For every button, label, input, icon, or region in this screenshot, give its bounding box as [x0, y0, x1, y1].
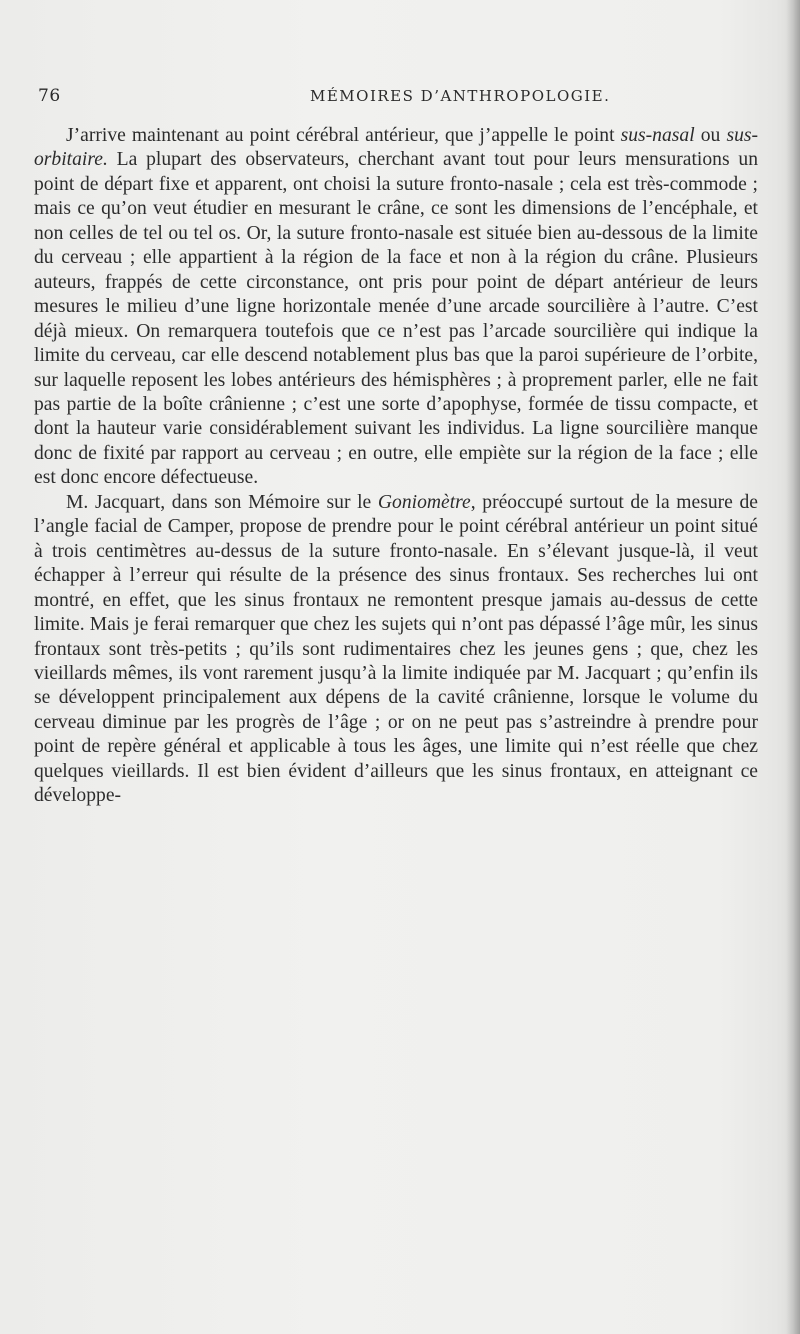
paragraph-1: [34, 124, 758, 491]
paragraph-1-text-1: J’arrive maintenant au point cérébral antérieur, que j’appelle le point: [66, 125, 621, 146]
paragraph-1-italic-sus-orbitaire: sus-orbitaire.: [34, 125, 759, 171]
body-text: [34, 124, 758, 809]
paragraph-1-text-3: La plupart des observateurs, cherchant avant tout pour leurs mensurations un point de départ fixe et apparent, ont choisi la suture fronto-nasale ; cela est très-commode ; mais ce qu’on veut étudier en mesurant le crâne, ce sont les dimensions de l’encéphale, et non celles de tel ou tel os. Or, la suture fronto-nasale est située bien au-dessous de la limite du cerveau ; elle appartient à la région de la face et non à la région du crâne. Plusieurs auteurs, frappés de cette circonstance, ont pris pour point de départ antérieur de leurs mesures le milieu d’une ligne horizontale menée d’une arcade sourcilière à l’autre. C’est déjà mieux. On remarquera toutefois que ce n’est pas l’arcade sourcilière qui indique la limite du cerveau, car elle descend notablement plus bas que la paroi supérieure de l’orbite, sur laquelle reposent les lobes antérieurs des hémisphères ; à proprement parler, elle ne fait pas partie de la boîte crânienne ; c’est une sorte d’apophyse, formée de tissu compacte, et dont la hauteur varie considérablement suivant les individus. La ligne sourcilière manque donc de fixité par rapport au cerveau ; en outre, elle empiète sur la région de la face ; elle est donc encore défectueuse.: [34, 149, 758, 489]
page-number: 76: [38, 86, 61, 106]
page-edge-shadow: [786, 0, 800, 1334]
paragraph-2-italic-goniometre: Goniomètre: [377, 491, 471, 513]
running-head: MÉMOIRES D’ANTHROPOLOGIE.: [310, 87, 611, 105]
paragraph-1-text-2: ou: [694, 125, 727, 146]
paragraph-1-italic-sus-nasal: sus-nasal: [620, 125, 695, 146]
paragraph-2: [34, 491, 758, 809]
page-header: [38, 86, 758, 110]
paragraph-2-text-2: , préoccupé surtout de la mesure de l’angle facial de Camper, propose de prendre pour le point cérébral antérieur un point situé à trois centimètres au-dessus de la suture fronto-nasale. En s’élevant jusque-là, il veut échapper à l’erreur qui résulte de la présence des sinus frontaux. Ses recherches lui ont montré, en effet, que les sinus frontaux ne remontent presque jamais au-dessus de cette limite. Mais je ferai remarquer que chez les sujets qui n’ont pas dépassé l’âge mûr, les sinus frontaux sont très-petits ; qu’ils sont rudimentaires chez les jeunes gens ; que, chez les vieillards mêmes, ils vont rarement jusqu’à la limite indiquée par M. Jacquart ; qu’enfin ils se développent principalement aux dépens de la cavité crânienne, lorsque le volume du cerveau diminue par les progrès de l’âge ; or on ne peut pas s’astreindre à prendre pour point de repère général et applicable à tous les âges, une limite qui n’est réelle que chez quelques vieillards. Il est bien évident d’ailleurs que les sinus frontaux, en atteignant ce développe-: [34, 491, 758, 807]
paragraph-2-text-1: M. Jacquart, dans son Mémoire sur le: [66, 491, 378, 513]
